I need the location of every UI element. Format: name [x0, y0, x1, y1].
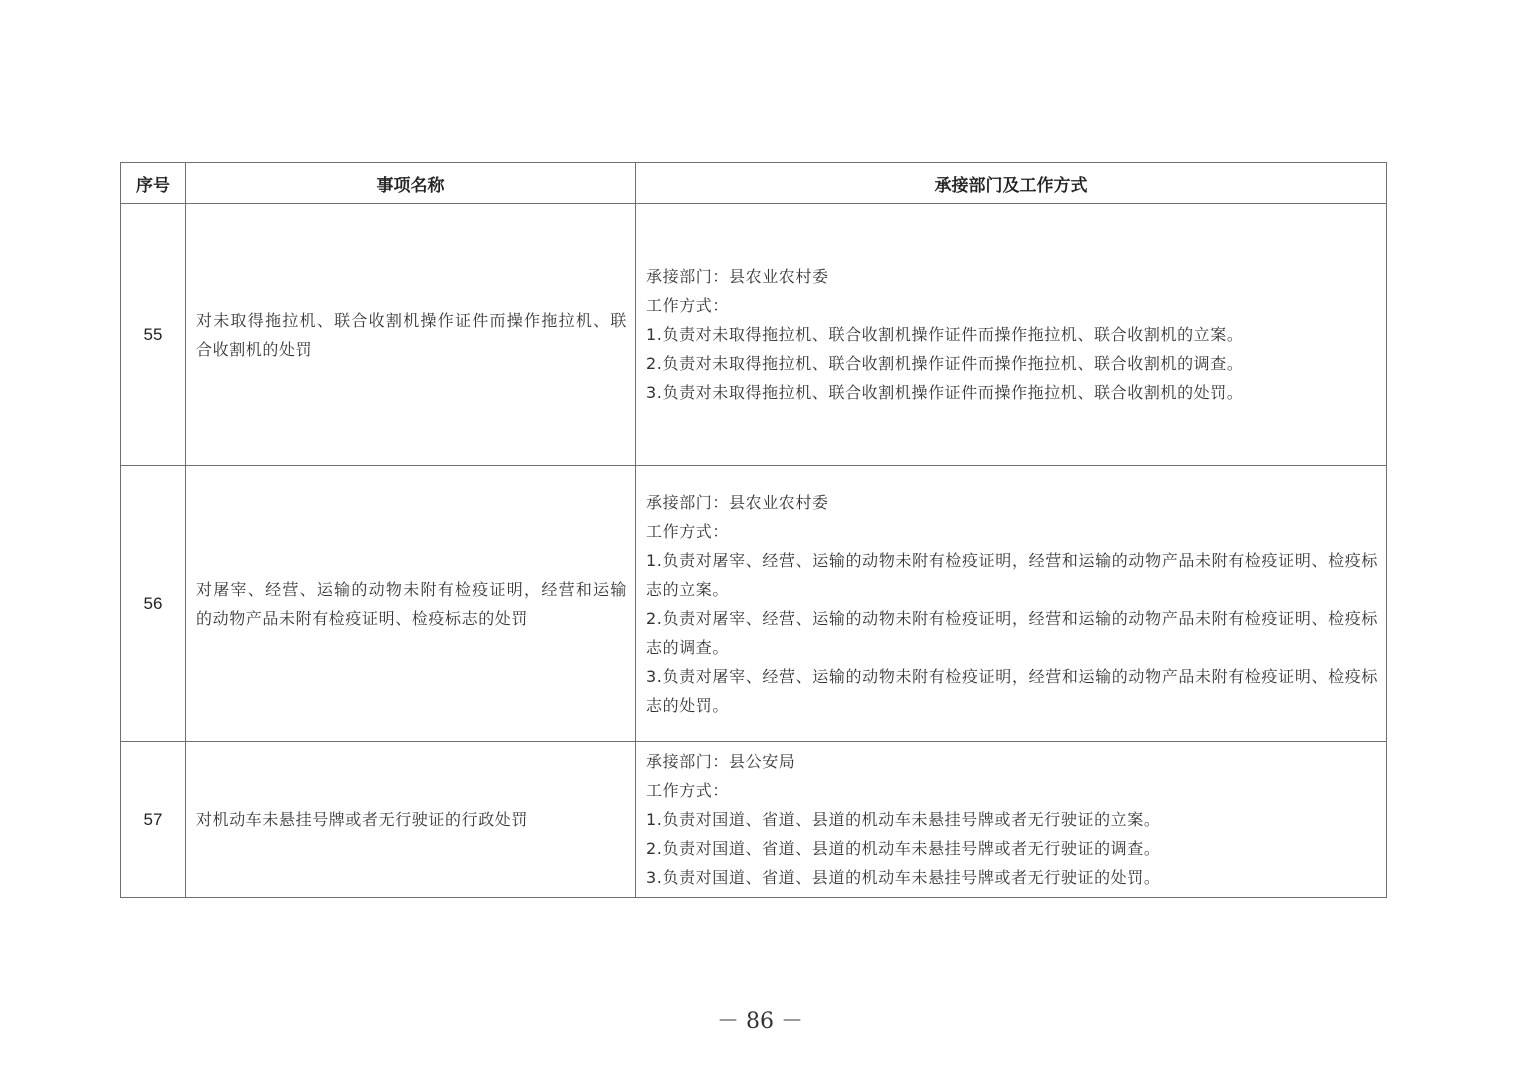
- row-department-method: [636, 204, 1387, 466]
- method-step-3: 3.负责对未取得拖拉机、联合收割机操作证件而操作拖拉机、联合收割机的处罚。: [646, 383, 1244, 402]
- items-table: [120, 162, 1387, 898]
- table-header-row: [121, 163, 1387, 204]
- method-step-1: 1.负责对屠宰、经营、运输的动物未附有检疫证明，经营和运输的动物产品未附有检疫证明、检疫标志的立案。: [646, 550, 1378, 599]
- method-step-1: 1.负责对未取得拖拉机、联合收割机操作证件而操作拖拉机、联合收割机的立案。: [646, 325, 1244, 344]
- page-number: － 86 －: [717, 1009, 803, 1034]
- table-row: [121, 742, 1387, 898]
- department-line: 承接部门：县公安局: [646, 752, 796, 771]
- method-step-2: 2.负责对屠宰、经营、运输的动物未附有检疫证明，经营和运输的动物产品未附有检疫证明、检疫标志的调查。: [646, 608, 1378, 657]
- table-row: [121, 204, 1387, 466]
- header-item-name: 事项名称: [186, 163, 636, 204]
- work-method-label: 工作方式：: [646, 781, 730, 800]
- row-serial-number: 56: [121, 466, 186, 742]
- method-step-3: 3.负责对国道、省道、县道的机动车未悬挂号牌或者无行驶证的处罚。: [646, 868, 1161, 887]
- method-step-1: 1.负责对国道、省道、县道的机动车未悬挂号牌或者无行驶证的立案。: [646, 810, 1161, 829]
- method-step-2: 2.负责对国道、省道、县道的机动车未悬挂号牌或者无行驶证的调查。: [646, 839, 1161, 858]
- department-line: 承接部门：县农业农村委: [646, 267, 829, 286]
- row-serial-number: 57: [121, 742, 186, 898]
- header-serial-number: 序号: [121, 163, 186, 204]
- work-method-label: 工作方式：: [646, 521, 730, 541]
- method-step-3: 3.负责对屠宰、经营、运输的动物未附有检疫证明，经营和运输的动物产品未附有检疫证明、检疫标志的处罚。: [646, 666, 1378, 715]
- row-department-method: [636, 466, 1387, 742]
- table-row: [121, 466, 1387, 742]
- row-department-method: [636, 742, 1387, 898]
- row-item-name: 对未取得拖拉机、联合收割机操作证件而操作拖拉机、联合收割机的处罚: [186, 204, 636, 466]
- work-method-label: 工作方式：: [646, 296, 730, 315]
- row-item-name: 对机动车未悬挂号牌或者无行驶证的行政处罚: [186, 742, 636, 898]
- row-serial-number: 55: [121, 204, 186, 466]
- department-line: 承接部门：县农业农村委: [646, 492, 829, 512]
- header-department-method: 承接部门及工作方式: [636, 163, 1387, 204]
- method-step-2: 2.负责对未取得拖拉机、联合收割机操作证件而操作拖拉机、联合收割机的调查。: [646, 354, 1244, 373]
- row-item-name: 对屠宰、经营、运输的动物未附有检疫证明，经营和运输的动物产品未附有检疫证明、检疫标志的处罚: [186, 466, 636, 742]
